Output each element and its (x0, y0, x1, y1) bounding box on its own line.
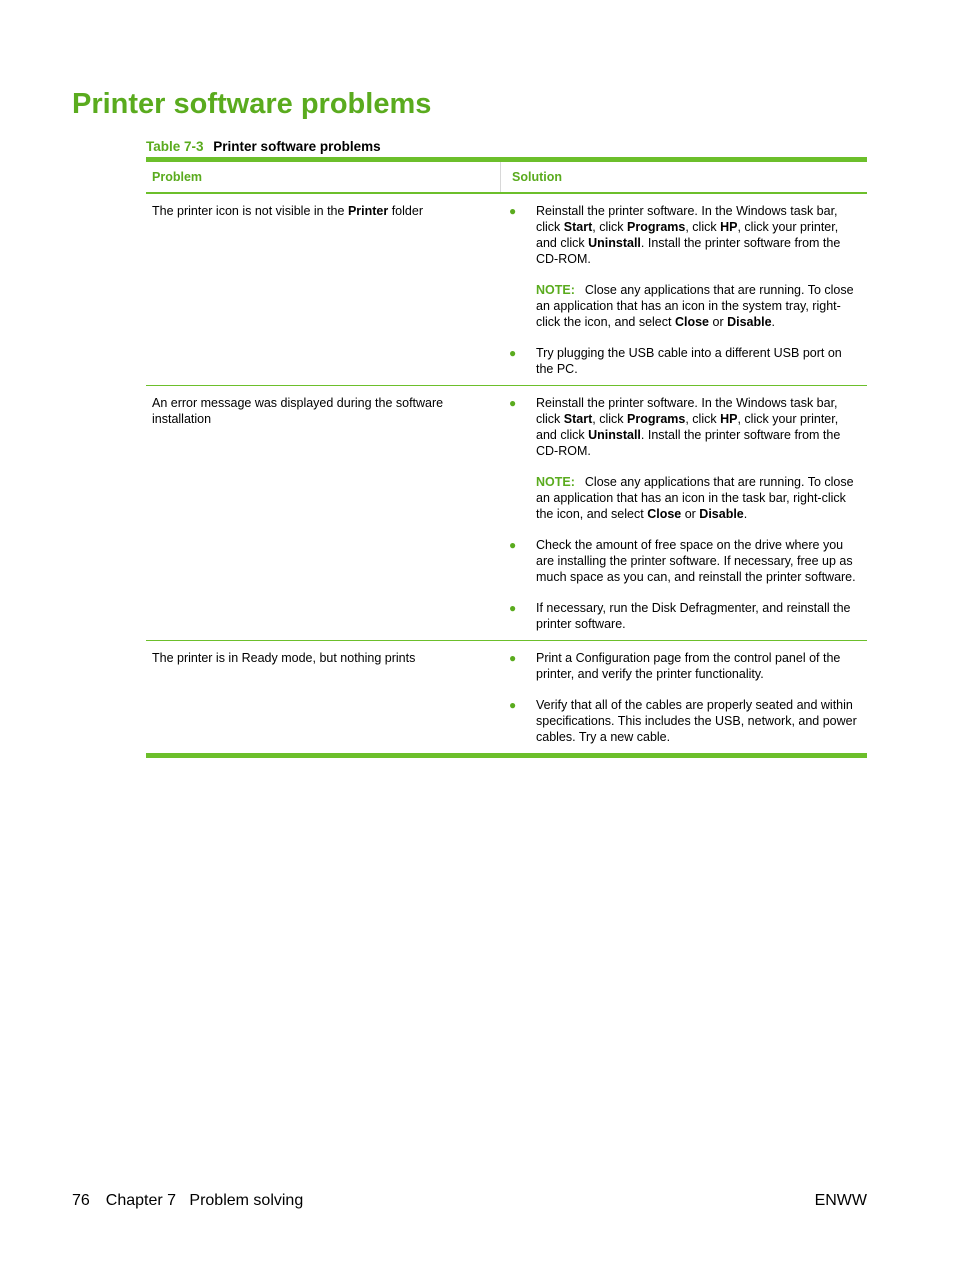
solution-cell (501, 194, 867, 385)
bullet-icon: ● (509, 601, 517, 615)
solution-item (501, 345, 861, 377)
bold-term: Start (563, 220, 593, 234)
problem-cell: An error message was displayed during the software installation (152, 396, 444, 426)
problem-cell: The printer is in Ready mode, but nothing prints (152, 651, 416, 665)
solution-item (501, 697, 861, 745)
problems-table (146, 157, 867, 758)
solution-item (501, 537, 861, 585)
note: NOTE: Close any applications that are running. To close an application that has an icon in the system tray, right-click the icon, and select Close or Disable. (536, 283, 854, 329)
solution-item (501, 395, 861, 522)
chapter-label: Chapter 7 Problem solving (105, 1192, 304, 1209)
bullet-icon: ● (509, 698, 517, 712)
bold-term: Close (647, 507, 682, 521)
table-caption (146, 139, 381, 154)
footer-left (72, 1192, 319, 1210)
bullet-icon: ● (509, 346, 517, 360)
bold-term: Disable (699, 507, 744, 521)
footer-right: ENWW (814, 1192, 867, 1209)
table-row (146, 194, 867, 386)
table-header-row (146, 162, 867, 194)
bullet-icon: ● (509, 538, 517, 552)
solution-item (501, 600, 861, 632)
solution-cell (501, 386, 867, 640)
table-caption-title: Printer software problems (213, 139, 381, 154)
bullet-icon: ● (509, 396, 517, 410)
solution-list (501, 650, 861, 745)
table-body (146, 194, 867, 753)
note-label: NOTE: (536, 475, 575, 489)
bold-term: HP (720, 220, 738, 234)
header-problem: Problem (146, 162, 501, 192)
bold-term: Uninstall (588, 236, 641, 250)
solution-text: Verify that all of the cables are properly seated and within specifications. This includes the USB, network, and power cables. Try a new cable. (536, 698, 857, 744)
solution-text: Reinstall the printer software. In the Windows task bar, click Start, click Programs, click HP, click your printer, and click Uninstall. Install the printer software from the CD-ROM. (536, 204, 841, 266)
header-solution: Solution (512, 170, 562, 184)
bold-term: Printer (347, 204, 389, 218)
table-row (146, 386, 867, 641)
table-caption-number: Table 7-3 (146, 139, 204, 154)
solution-text: Print a Configuration page from the control panel of the printer, and verify the printer functionality. (536, 651, 841, 681)
bold-term: Uninstall (588, 428, 641, 442)
solution-text: If necessary, run the Disk Defragmenter, and reinstall the printer software. (536, 601, 851, 631)
solution-cell (501, 641, 867, 753)
problem-cell: The printer icon is not visible in the Printer folder (152, 204, 423, 218)
table-row (146, 641, 867, 753)
solution-item (501, 203, 861, 330)
note-label: NOTE: (536, 283, 575, 297)
bold-term: Programs (627, 220, 686, 234)
solution-item (501, 650, 861, 682)
page-title: Printer software problems (72, 88, 432, 120)
bullet-icon: ● (509, 651, 517, 665)
note: NOTE: Close any applications that are running. To close an application that has an icon in the task bar, right-click the icon, and select Close or Disable. (536, 475, 854, 521)
bold-term: Programs (627, 412, 686, 426)
bold-term: Close (674, 315, 710, 329)
page-number: 76 (72, 1192, 90, 1209)
solution-text: Try plugging the USB cable into a different USB port on the PC. (536, 346, 842, 376)
page-footer (72, 1192, 867, 1210)
solution-text: Reinstall the printer software. In the Windows task bar, click Start, click Programs, click HP, click your printer, and click Uninstall. Install the printer software from the CD-ROM. (536, 396, 841, 458)
solution-list (501, 203, 861, 377)
solution-text: Check the amount of free space on the drive where you are installing the printer software. If necessary, free up as much space as you can, and reinstall the printer software. (536, 538, 856, 584)
bold-term: Disable (727, 315, 772, 329)
bold-term: HP (720, 412, 738, 426)
solution-list (501, 395, 861, 632)
bullet-icon: ● (509, 204, 517, 218)
bold-term: Start (563, 412, 593, 426)
